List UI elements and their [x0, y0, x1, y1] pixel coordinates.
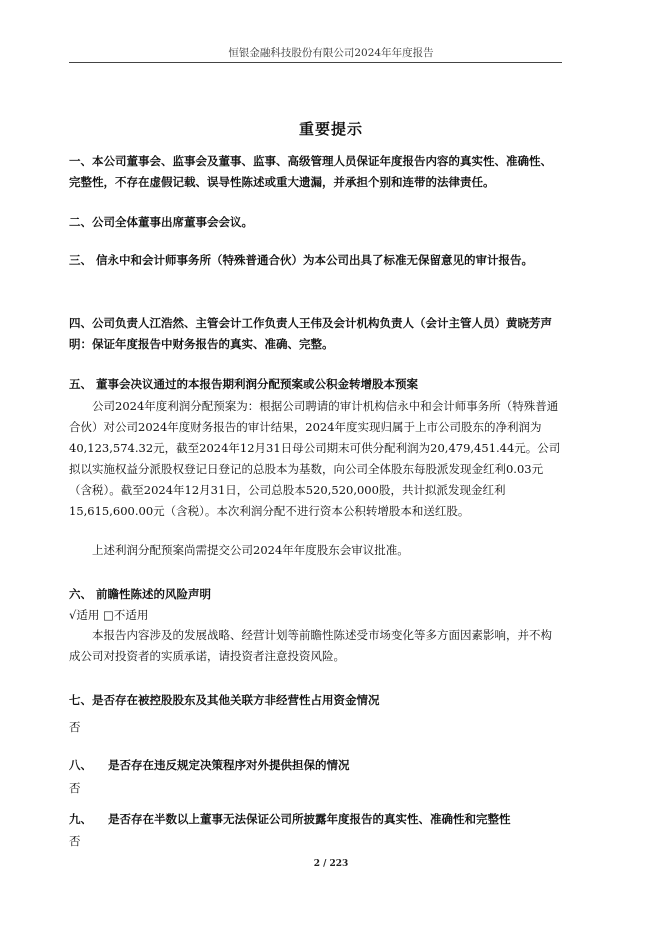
- applicability-checkbox-line: √适用 □不适用: [69, 608, 149, 622]
- notice-item-5-heading: 五、 董事会决议通过的本报告期利润分配预案或公积金转增股本预案: [69, 377, 418, 391]
- page-title: 重要提示: [298, 120, 363, 138]
- notice-item-9-answer: 否: [69, 834, 81, 848]
- notice-item-4: 四、公司负责人江浩然、主管会计工作负责人王伟及会计机构负责人（会计主管人员）黄晓芳声明：保证年度报告中财务报告的真实、准确、完整。: [69, 316, 552, 351]
- notice-item-3: 三、 信永中和会计师事务所（特殊普通合伙）为本公司出具了标准无保留意见的审计报告。: [69, 253, 533, 267]
- notice-item-7-answer: 否: [69, 720, 81, 734]
- profit-distribution-paragraph: 公司2024年度利润分配预案为：根据公司聘请的审计机构信永中和会计师事务所（特殊普通合伙）对公司2024年度财务报告的审计结果，2024年度实现归属于上市公司股东的净利润为40,123,574.32元，截至2024年12月31日母公司期末可供分配利润为20,479,451.44元。公司拟以实施权益分派股权登记日登记的总股本为基数，向公司全体股东每股派发现金红利0.03元（含税）。截至2024年12月31日，公司总股本520,520,000股，共计拟派发现金红利15,615,600.00元（含税）。本次利润分配不进行资本公积转增股本和送红股。: [69, 399, 561, 518]
- forward-looking-risk-paragraph: 本报告内容涉及的发展战略、经营计划等前瞻性陈述受市场变化等多方面因素影响，并不构成公司对投资者的实质承诺，请投资者注意投资风险。: [69, 628, 552, 663]
- notice-item-2: 二、公司全体董事出席董事会会议。: [69, 215, 253, 229]
- page-number: 2 / 223: [313, 859, 349, 869]
- notice-item-7-heading: 七、是否存在被控股股东及其他关联方非经营性占用资金情况: [69, 693, 380, 707]
- notice-item-8-answer: 否: [69, 781, 81, 795]
- notice-item-1: 一、本公司董事会、监事会及董事、监事、高级管理人员保证年度报告内容的真实性、准确性、完整性，不存在虚假记载、误导性陈述或重大遗漏，并承担个别和连带的法律责任。: [69, 154, 552, 189]
- profit-distribution-approval-note: 上述利润分配预案尚需提交公司2024年年度股东会审议批准。: [92, 543, 409, 557]
- notice-item-9-title: 是否存在半数以上董事无法保证公司所披露年度报告的真实性、准确性和完整性: [108, 812, 511, 826]
- notice-item-9-number: 九、: [69, 812, 92, 826]
- notice-item-8-heading: [69, 755, 563, 776]
- notice-item-9-heading: [69, 809, 563, 830]
- notice-item-8-number: 八、: [69, 758, 92, 772]
- notice-item-6-heading: 六、 前瞻性陈述的风险声明: [69, 587, 212, 601]
- header-divider: [69, 62, 562, 63]
- notice-item-8-title: 是否存在违反规定决策程序对外提供担保的情况: [108, 758, 350, 772]
- report-running-header: 恒银金融科技股份有限公司2024年年度报告: [228, 47, 434, 59]
